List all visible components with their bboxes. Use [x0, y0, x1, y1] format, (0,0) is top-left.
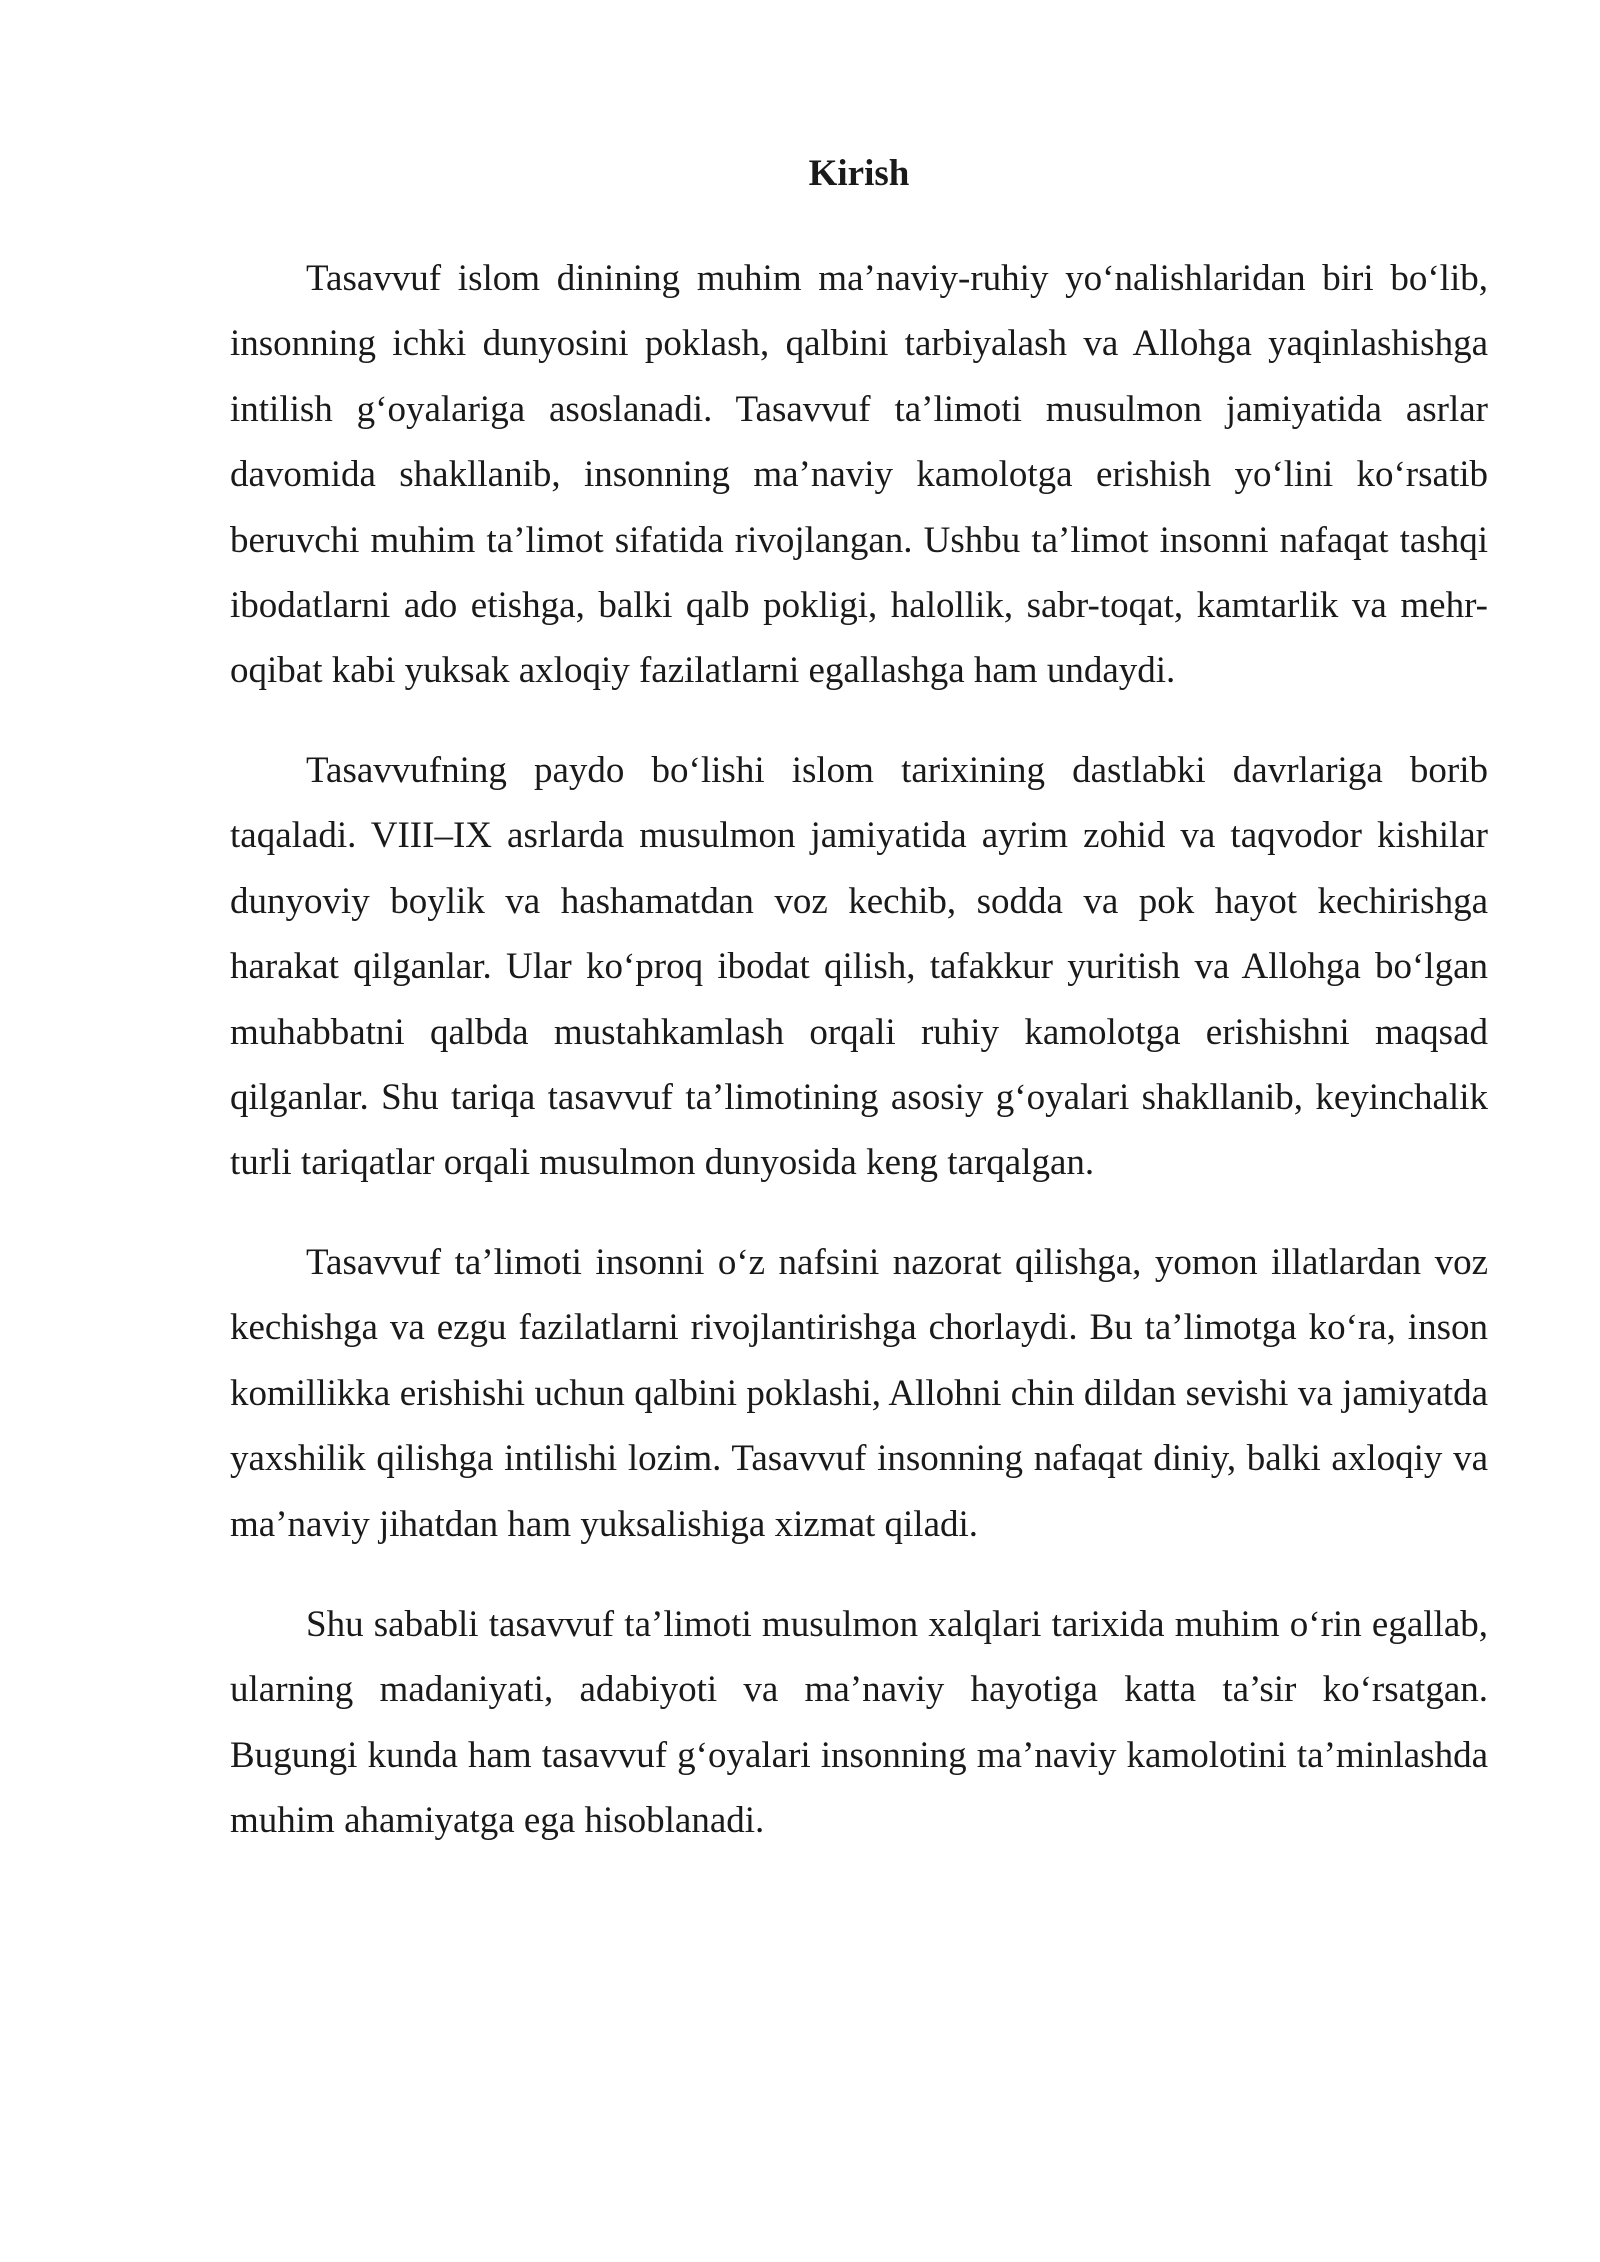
paragraph-3: Tasavvuf ta’limoti insonni o‘z nafsini nazorat qilishga, yomon illatlardan voz kechishga va ezgu fazilatlarni rivojlantirishga chorlaydi. Bu ta’limotga ko‘ra, inson komillikka erishishi uchun qalbini poklashi, Allohni chin dildan sevishi va jamiyatda yaxshilik qilishga intilishi lozim. Tasavvuf insonning nafaqat diniy, balki axloqiy va ma’naviy jihatdan ham yuksalishiga xizmat qiladi.: [230, 1242, 1488, 1545]
paragraph-1: Tasavvuf islom dinining muhim ma’naviy-ruhiy yo‘nalishlaridan biri bo‘lib, insonning ichki dunyosini poklash, qalbini tarbiyalash va Allohga yaqinlashishga intilish g‘oyalariga asoslanadi. Tasavvuf ta’limoti musulmon jamiyatida asrlar davomida shakllanib, insonning ma’naviy kamolotga erishish yo‘lini ko‘rsatib beruvchi muhim ta’limot sifatida rivojlangan. Ushbu ta’limot insonni nafaqat tashqi ibodatlarni ado etishga, balki qalb pokligi, halollik, sabr-toqat, kamtarlik va mehr-oqibat kabi yuksak axloqiy fazilatlarni egallashga ham undaydi.: [230, 258, 1488, 692]
page-title: Kirish: [808, 153, 910, 194]
paragraph-4: Shu sababli tasavvuf ta’limoti musulmon xalqlari tarixida muhim o‘rin egallab, ularning madaniyati, adabiyoti va ma’naviy hayotiga katta ta’sir ko‘rsatgan. Bugungi kunda ham tasavvuf g‘oyalari insonning ma’naviy kamolotini ta’minlashda muhim ahamiyatga ega hisoblanadi.: [230, 1604, 1488, 1842]
paragraph-2: Tasavvufning paydo bo‘lishi islom tarixining dastlabki davrlariga borib taqaladi. VIII–IX asrlarda musulmon jamiyatida ayrim zohid va taqvodor kishilar dunyoviy boylik va hashamatdan voz kechib, sodda va pok hayot kechirishga harakat qilganlar. Ular ko‘proq ibodat qilish, tafakkur yuritish va Allohga bo‘lgan muhabbatni qalbda mustahkamlash orqali ruhiy kamolotga erishishni maqsad qilganlar. Shu tariqa tasavvuf ta’limotining asosiy g‘oyalari shakllanib, keyinchalik turli tariqatlar orqali musulmon dunyosida keng tarqalgan.: [230, 750, 1488, 1184]
